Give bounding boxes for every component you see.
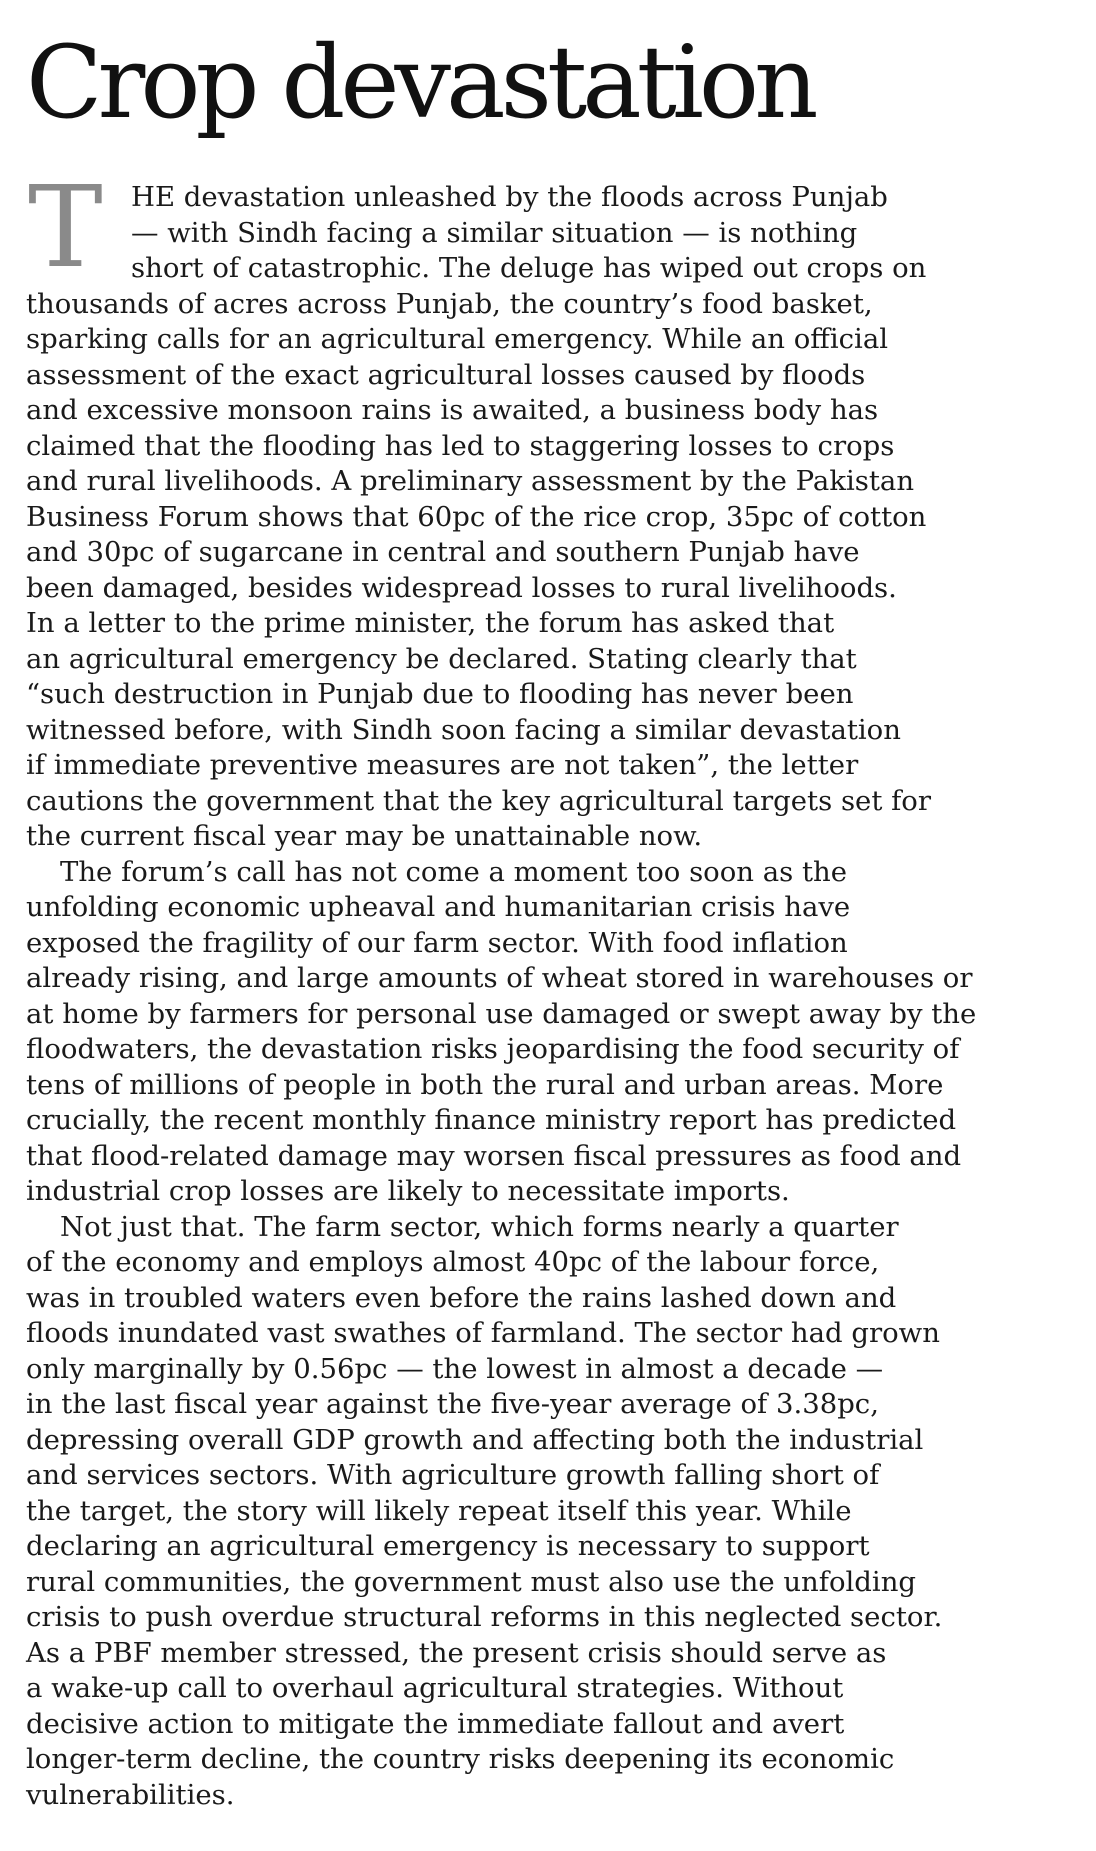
article-body (26, 163, 1076, 1813)
text-line: declaring an agricultural emergency is necessary to support (26, 1530, 870, 1562)
text-line: cautions the government that the key agricultural targets set for (26, 784, 932, 817)
text-line: of the economy and employs almost 40pc of the labour force, (26, 1246, 880, 1278)
text-line: short of catastrophic. The deluge has wiped out crops on (131, 252, 927, 284)
text-line: if immediate preventive measures are not taken”, the letter (26, 749, 859, 781)
text-line: witnessed before, with Sindh soon facing a similar devastation (26, 713, 901, 746)
text-line: Business Forum shows that 60pc of the rice crop, 35pc of cotton (26, 500, 927, 533)
text-line: As a PBF member stressed, the present crisis should serve as (26, 1636, 887, 1669)
text-line: sparking calls for an agricultural emergency. While an official (26, 323, 889, 355)
text-line: exposed the fragility of our farm sector. With food inflation (26, 926, 848, 959)
paragraph-1 (26, 163, 1076, 855)
text-line: claimed that the flooding has led to staggering losses to crops (26, 429, 895, 462)
text-line: the current fiscal year may be unattainable now. (26, 820, 703, 852)
text-line: been damaged, besides widespread losses to rural livelihoods. (26, 571, 897, 604)
text-line: only marginally by 0.56pc — the lowest in almost a decade — (26, 1352, 884, 1385)
text-line: was in troubled waters even before the rains lashed down and (26, 1281, 897, 1314)
text-line: tens of millions of people in both the rural and urban areas. More (26, 1068, 944, 1101)
headline: Crop devastation (26, 24, 814, 141)
paragraph-3 (26, 1210, 1076, 1814)
text-line: unfolding economic upheaval and humanitarian crisis have (26, 891, 851, 923)
drop-cap: T (28, 163, 103, 293)
text-line: Not just that. The farm sector, which forms nearly a quarter (60, 1210, 899, 1243)
text-line: assessment of the exact agricultural losses caused by floods (26, 358, 866, 391)
text-line: rural communities, the government must also use the unfolding (26, 1565, 917, 1598)
text-line: The forum’s call has not come a moment too soon as the (60, 855, 848, 888)
text-line: vulnerabilities. (26, 1778, 235, 1811)
text-line: decisive action to mitigate the immediate fallout and avert (26, 1707, 845, 1740)
text-line: depressing overall GDP growth and affecting both the industrial (26, 1423, 924, 1456)
text-line: the target, the story will likely repeat itself this year. While (26, 1494, 852, 1527)
text-line: thousands of acres across Punjab, the country’s food basket, (26, 287, 873, 320)
text-line: “such destruction in Punjab due to flooding has never been (26, 678, 854, 710)
text-line: HE devastation unleashed by the floods across Punjab (131, 181, 888, 213)
text-line: floods inundated vast swathes of farmland. The sector had grown (26, 1317, 940, 1349)
text-line: and rural livelihoods. A preliminary assessment by the Pakistan (26, 465, 915, 497)
text-line: In a letter to the prime minister, the forum has asked that (26, 607, 835, 639)
text-line: industrial crop losses are likely to necessitate imports. (26, 1175, 790, 1207)
text-line: crucially, the recent monthly finance ministry report has predicted (26, 1104, 957, 1136)
text-line: at home by farmers for personal use damaged or swept away by the (26, 997, 977, 1030)
text-line: — with Sindh facing a similar situation — is nothing (131, 216, 858, 249)
text-line: in the last fiscal year against the five-year average of 3.38pc, (26, 1388, 879, 1420)
text-line: and excessive monsoon rains is awaited, a business body has (26, 394, 879, 426)
editorial-article (26, 0, 1076, 1813)
text-line: and services sectors. With agriculture growth falling short of (26, 1459, 880, 1491)
text-line: longer-term decline, the country risks deepening its economic (26, 1743, 895, 1775)
text-line: floodwaters, the devastation risks jeopardising the food security of (26, 1033, 960, 1065)
text-line: an agricultural emergency be declared. Stating clearly that (26, 642, 857, 675)
text-line: already rising, and large amounts of wheat stored in warehouses or (26, 962, 973, 994)
paragraph-2 (26, 855, 1076, 1210)
text-line: that flood-related damage may worsen fiscal pressures as food and (26, 1139, 962, 1172)
text-line: and 30pc of sugarcane in central and southern Punjab have (26, 536, 860, 568)
text-line: a wake-up call to overhaul agricultural strategies. Without (26, 1672, 844, 1704)
text-line: crisis to push overdue structural reforms in this neglected sector. (26, 1601, 943, 1633)
